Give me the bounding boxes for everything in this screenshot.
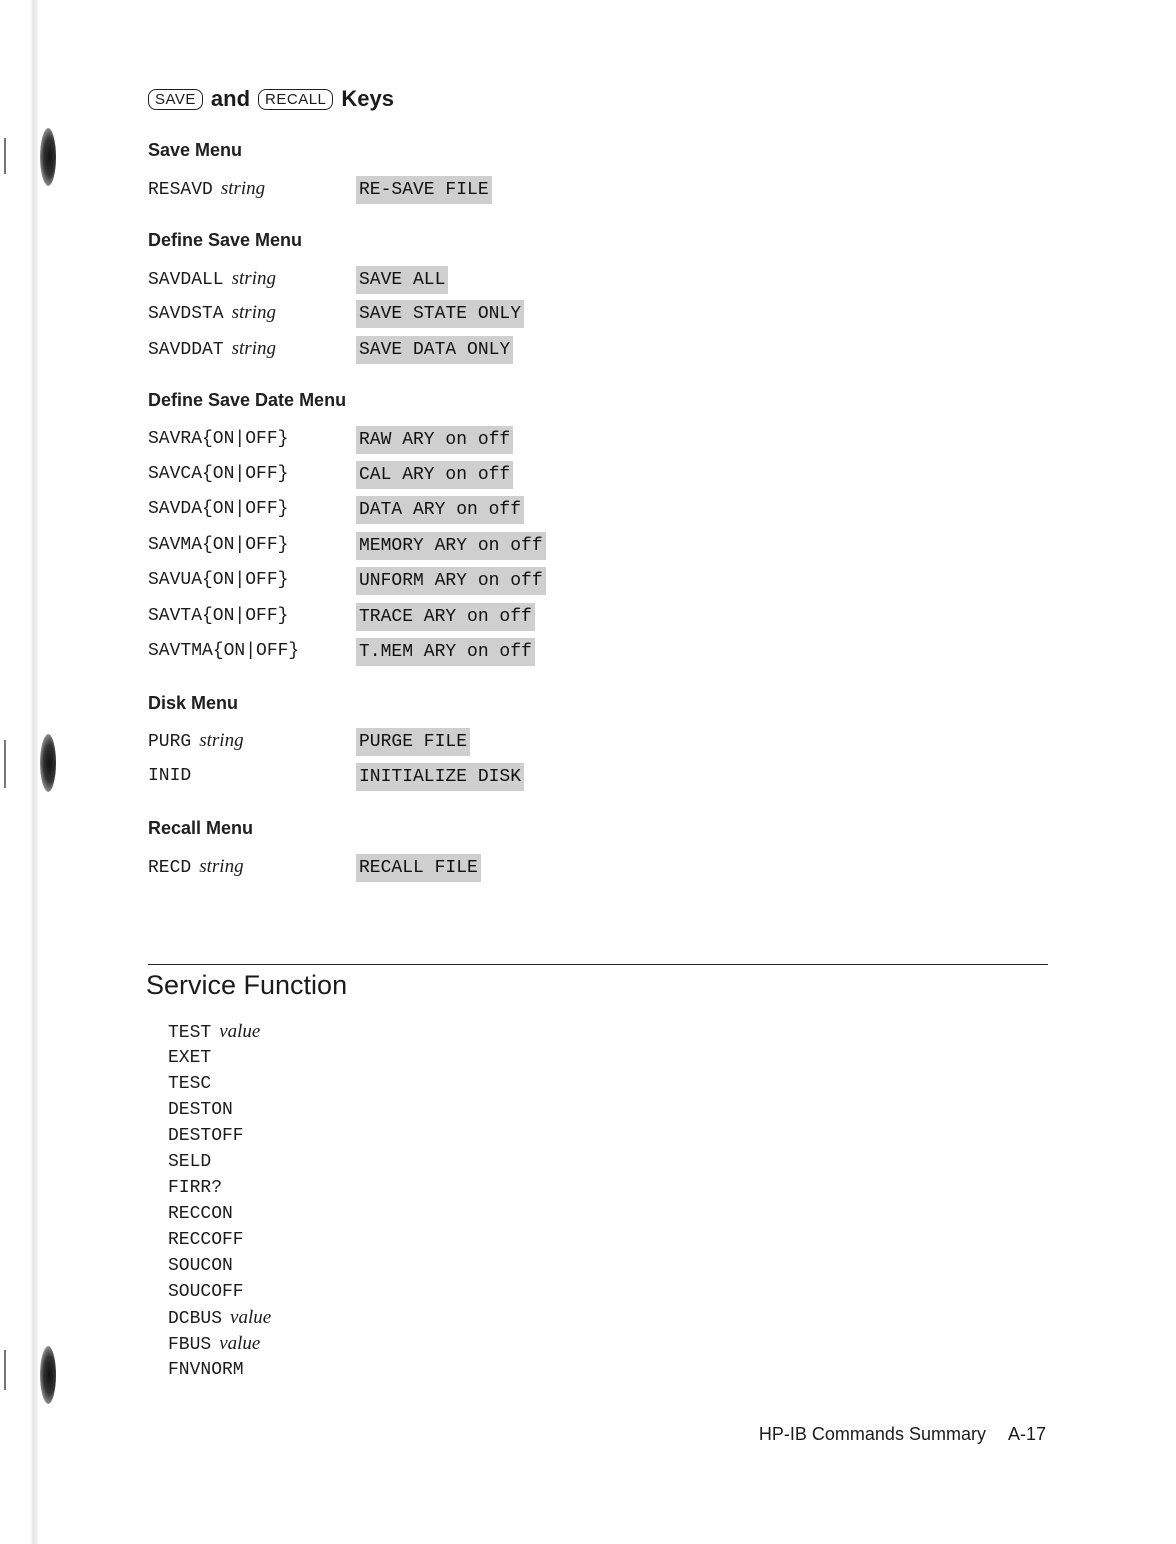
command-row — [148, 496, 628, 526]
command-row — [148, 567, 628, 597]
softkey-label: DATA ARY on off — [356, 496, 524, 524]
command-row — [148, 426, 628, 456]
heading-keys-word: Keys — [341, 86, 394, 111]
save-menu-title: Save Menu — [148, 140, 243, 160]
disk-menu-title: Disk Menu — [148, 693, 239, 713]
define-save-menu-title: Define Save Menu — [148, 230, 303, 250]
service-command: FNVNORM — [168, 1360, 244, 1380]
service-command: DCBUS value — [168, 1307, 272, 1329]
command-mnemonic: RESAVD string — [148, 178, 266, 200]
command-mnemonic: SAVTA{ON|OFF} — [148, 606, 289, 626]
page-binding-edge — [0, 0, 44, 1544]
service-command: SELD — [168, 1152, 212, 1172]
service-function-title: Service Function — [146, 970, 348, 1000]
recall-keycap: RECALL — [258, 89, 333, 110]
softkey-label: SAVE STATE ONLY — [356, 300, 524, 328]
service-command: FBUS value — [168, 1333, 261, 1355]
command-row — [148, 266, 628, 296]
command-mnemonic: SAVMA{ON|OFF} — [148, 535, 289, 555]
service-command: FIRR? — [168, 1178, 223, 1198]
command-row — [148, 728, 628, 758]
softkey-label: SAVE ALL — [356, 266, 448, 294]
softkey-label: INITIALIZE DISK — [356, 763, 524, 791]
service-command: SOUCON — [168, 1256, 233, 1276]
command-mnemonic: SAVRA{ON|OFF} — [148, 429, 289, 449]
service-command: DESTOFF — [168, 1126, 244, 1146]
command-mnemonic: SAVCA{ON|OFF} — [148, 464, 289, 484]
service-command: DESTON — [168, 1100, 233, 1120]
punch-hole-top — [40, 128, 56, 186]
command-row — [148, 763, 628, 793]
command-row — [148, 336, 628, 366]
punch-hole-bottom — [40, 1346, 56, 1404]
command-row — [148, 176, 628, 206]
command-row — [148, 638, 628, 668]
service-command: RECCON — [168, 1204, 233, 1224]
recall-menu-title: Recall Menu — [148, 818, 254, 838]
page-number: A-17 — [1007, 1424, 1046, 1444]
softkey-label: TRACE ARY on off — [356, 603, 535, 631]
save-keycap: SAVE — [148, 89, 203, 110]
softkey-label: MEMORY ARY on off — [356, 532, 546, 560]
command-mnemonic: SAVUA{ON|OFF} — [148, 570, 289, 590]
command-mnemonic: INID — [148, 766, 192, 786]
softkey-label: RAW ARY on off — [356, 426, 513, 454]
page-footer — [759, 1424, 1046, 1445]
keys-heading — [148, 82, 394, 116]
softkey-label: RE-SAVE FILE — [356, 176, 492, 204]
binding-mark — [4, 1350, 6, 1390]
binding-mark — [4, 740, 6, 788]
softkey-label: UNFORM ARY on off — [356, 567, 546, 595]
softkey-label: T.MEM ARY on off — [356, 638, 535, 666]
punch-hole-middle — [40, 734, 56, 792]
define-save-date-menu-title: Define Save Date Menu — [148, 390, 347, 410]
heading-connector: and — [210, 86, 251, 111]
service-command: EXET — [168, 1048, 212, 1068]
command-mnemonic: SAVDDAT string — [148, 338, 276, 360]
service-command: TESC — [168, 1074, 212, 1094]
paper-edge-shadow — [30, 0, 38, 1544]
command-row — [148, 854, 628, 884]
command-mnemonic: SAVDALL string — [148, 268, 276, 290]
binding-mark — [4, 138, 6, 174]
service-command: RECCOFF — [168, 1230, 244, 1250]
command-mnemonic: RECD string — [148, 856, 244, 878]
service-command: SOUCOFF — [168, 1282, 244, 1302]
softkey-label: RECALL FILE — [356, 854, 481, 882]
service-command: TEST value — [168, 1021, 261, 1043]
command-mnemonic: SAVDA{ON|OFF} — [148, 499, 289, 519]
footer-title: HP-IB Commands Summary — [758, 1424, 986, 1444]
command-row — [148, 532, 628, 562]
softkey-label: PURGE FILE — [356, 728, 470, 756]
command-row — [148, 461, 628, 491]
softkey-label: CAL ARY on off — [356, 461, 513, 489]
command-mnemonic: SAVTMA{ON|OFF} — [148, 641, 300, 661]
command-row — [148, 603, 628, 633]
command-mnemonic: PURG string — [148, 730, 244, 752]
command-row — [148, 300, 628, 330]
section-divider — [148, 964, 1048, 965]
softkey-label: SAVE DATA ONLY — [356, 336, 513, 364]
command-mnemonic: SAVDSTA string — [148, 302, 276, 324]
